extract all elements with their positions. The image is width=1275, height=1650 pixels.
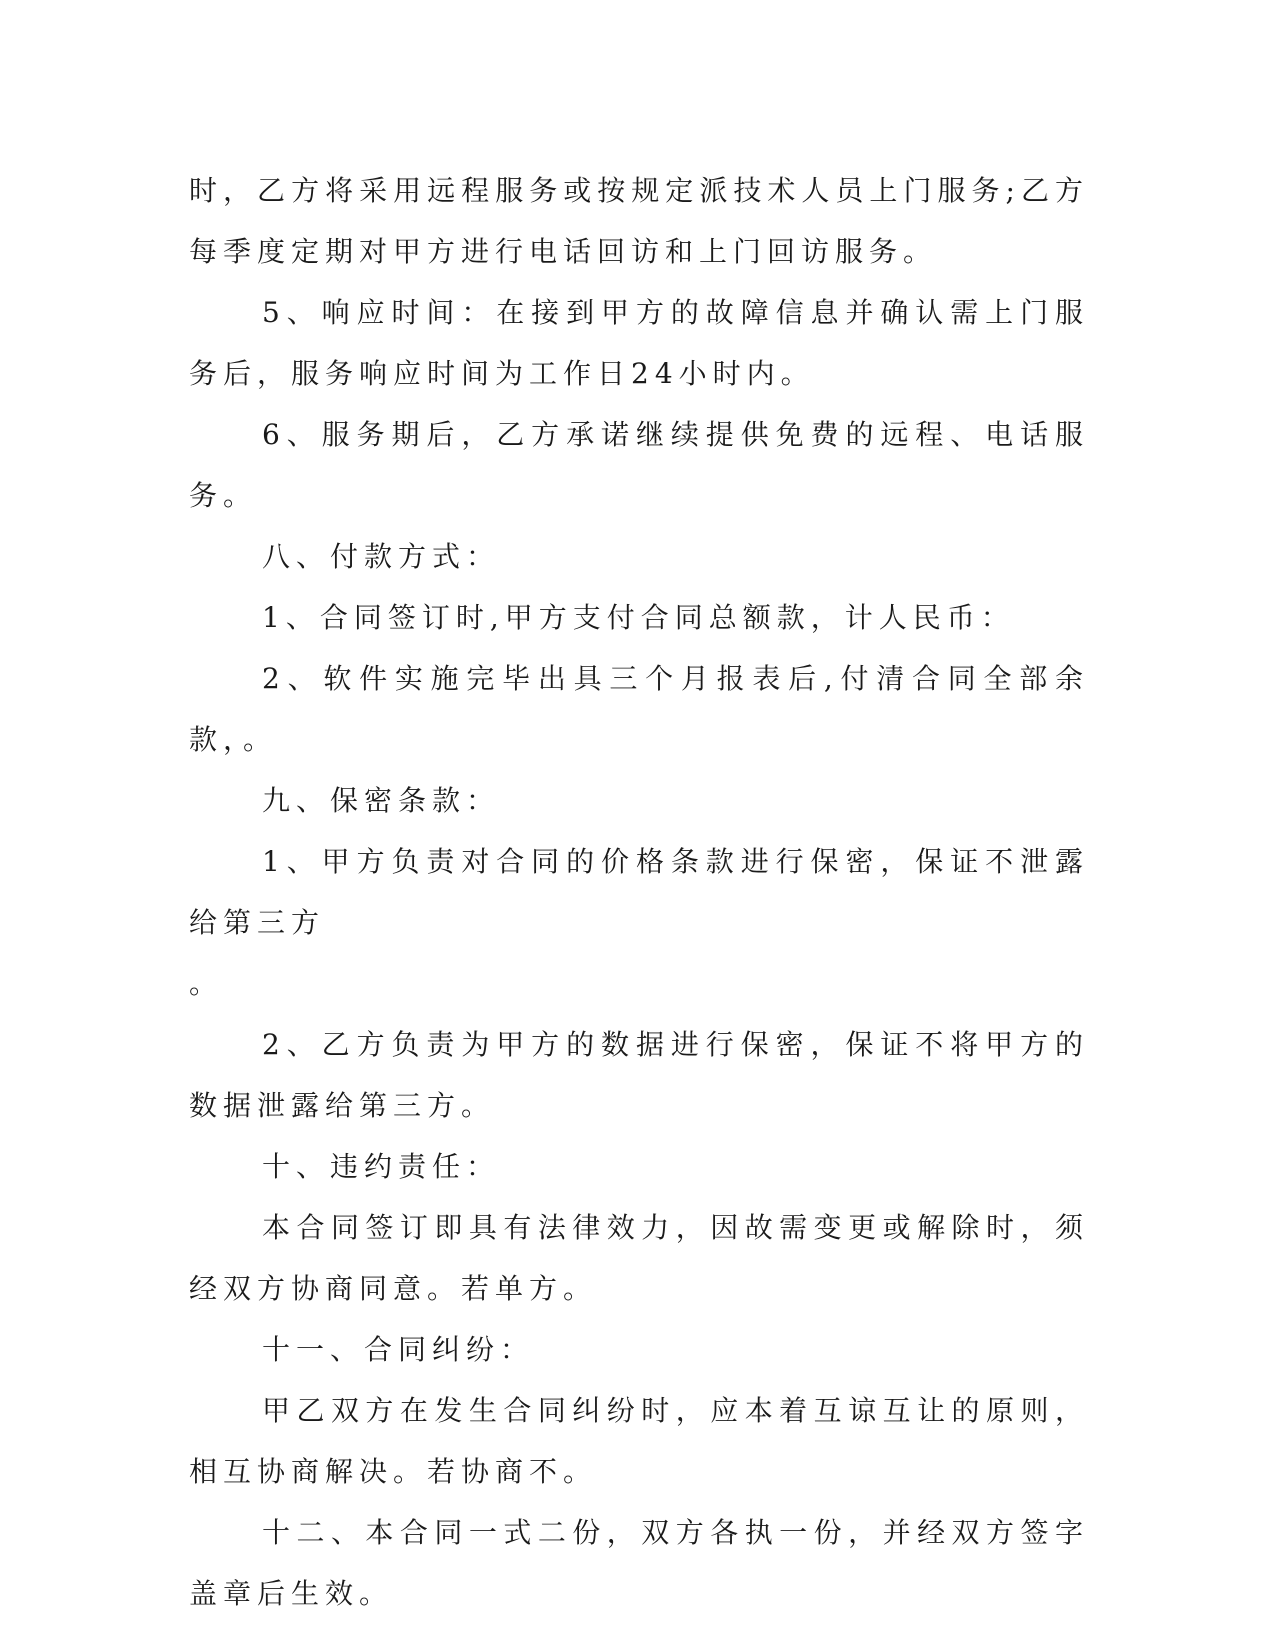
paragraph-copies: 十二、本合同一式二份，双方各执一份，并经双方签字盖章后生效。 [189, 1516, 1089, 1610]
section-heading-disputes: 十一、合同纠纷： [262, 1333, 535, 1366]
paragraph-disputes: 甲乙双方在发生合同纠纷时，应本着互谅互让的原则，相互协商解决。若协商不。 [189, 1394, 1089, 1488]
paragraph-confidentiality-1: 1、甲方负责对合同的价格条款进行保密，保证不泄露给第三方 [189, 845, 1089, 939]
paragraph-payment-2: 2、软件实施完毕出具三个月报表后,付清合同全部余款，。 [189, 662, 1089, 756]
paragraph-service-visit: 时，乙方将采用远程服务或按规定派技术人员上门服务;乙方每季度定期对甲方进行电话回访和上门回访服务。 [189, 174, 1089, 268]
document-body [189, 160, 1089, 1624]
section-heading-confidentiality: 九、保密条款： [262, 784, 501, 817]
paragraph-payment-1: 1、合同签订时,甲方支付合同总额款，计人民币： [262, 601, 1015, 634]
paragraph-liability: 本合同签订即具有法律效力，因故需变更或解除时，须经双方协商同意。若单方。 [189, 1211, 1089, 1305]
paragraph-confidentiality-2: 2、乙方负责为甲方的数据进行保密，保证不将甲方的数据泄露给第三方。 [189, 1028, 1089, 1122]
section-heading-liability: 十、违约责任： [262, 1150, 501, 1183]
paragraph-response-time: 5、响应时间：在接到甲方的故障信息并确认需上门服务后，服务响应时间为工作日24小时内。 [189, 296, 1089, 390]
paragraph-period-fragment: 。 [189, 967, 224, 1000]
section-heading-payment: 八、付款方式： [262, 540, 501, 573]
paragraph-after-service: 6、服务期后，乙方承诺继续提供免费的远程、电话服务。 [189, 418, 1089, 512]
